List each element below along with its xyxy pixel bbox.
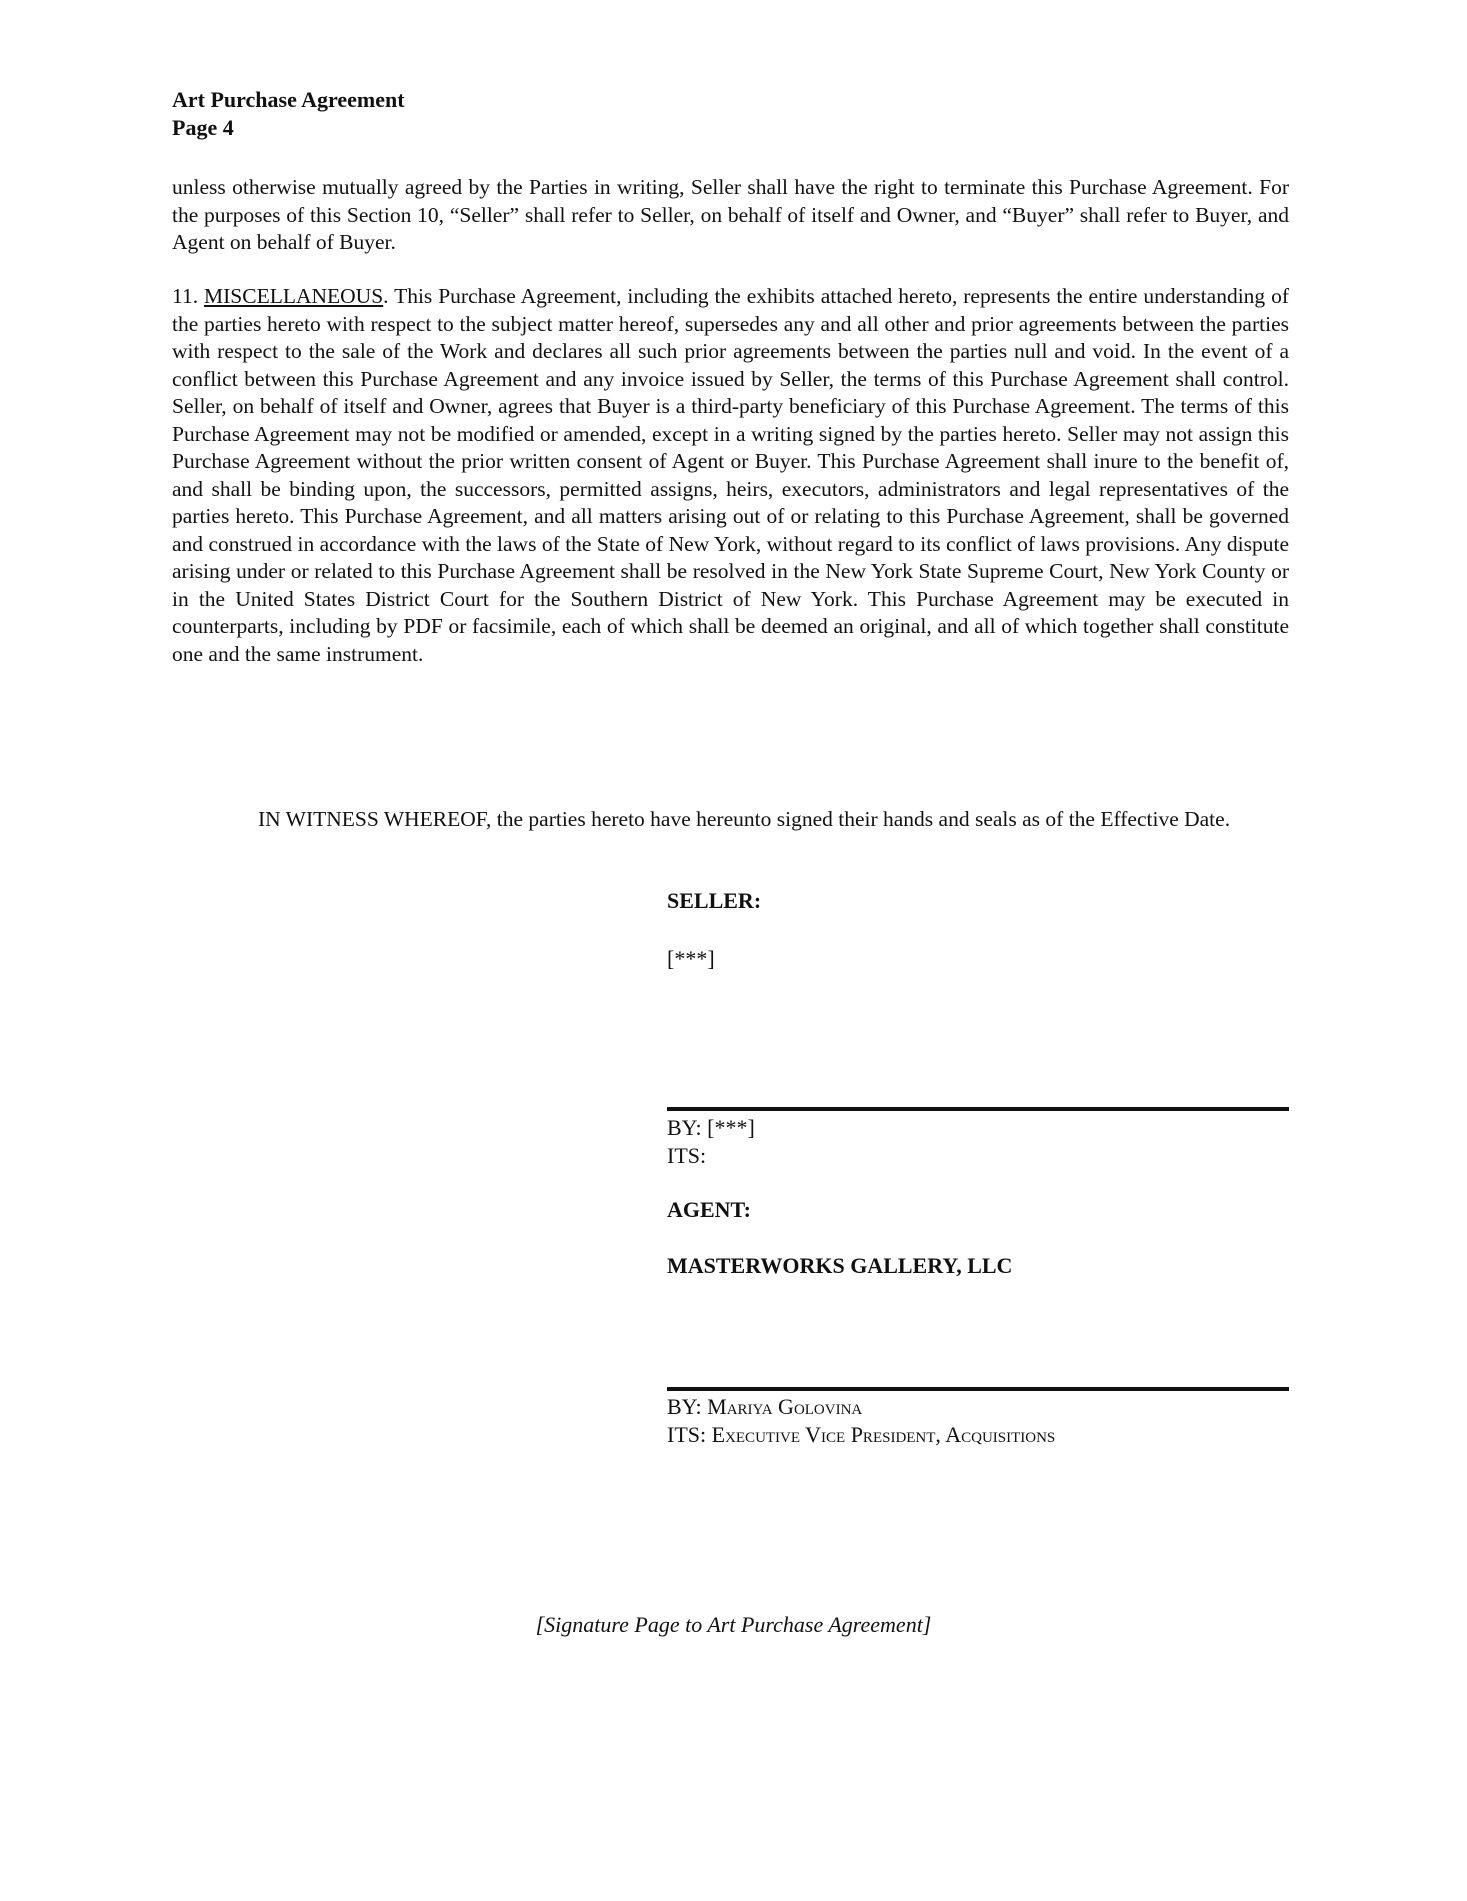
witness-clause: IN WITNESS WHEREOF, the parties hereto have hereunto signed their hands and seals as of the Effective Date.: [258, 807, 1231, 831]
section-11-heading: MISCELLANEOUS: [204, 284, 384, 308]
seller-signature-line: [667, 1107, 1289, 1111]
agent-name: MASTERWORKS GALLERY, LLC: [667, 1253, 1013, 1278]
page-number: Page 4: [172, 115, 234, 140]
section-11-heading-suffix: .: [383, 284, 389, 308]
agent-by-label: BY:: [667, 1394, 708, 1419]
agent-by-value: Mariya Golovina: [707, 1394, 863, 1419]
seller-label: SELLER:: [667, 888, 762, 913]
agent-its-value: Executive Vice President, Acquisitions: [711, 1422, 1056, 1447]
section-11-body: This Purchase Agreement, including the exhibits attached hereto, represents the entire understanding of the parties hereto with respect to the subject matter hereof, supersedes any and all other and prior agreements between the parties with respect to the sale of the Work and declares all such prior agreements between the parties null and void. In the event of a conflict between this Purchase Agreement and any invoice issued by Seller, the terms of this Purchase Agreement shall control. Seller, on behalf of itself and Owner, agrees that Buyer is a third-party beneficiary of this Purchase Agreement. The terms of this Purchase Agreement may not be modified or amended, except in a writing signed by the parties hereto. Seller may not assign this Purchase Agreement without the prior written consent of Agent or Buyer. This Purchase Agreement shall inure to the benefit of, and shall be binding upon, the successors, permitted assigns, heirs, executors, administrators and legal representatives of the parties hereto. This Purchase Agreement, and all matters arising out of or relating to this Purchase Agreement, shall be governed and construed in accordance with the laws of the State of New York, without regard to its conflict of laws provisions. Any dispute arising under or related to this Purchase Agreement shall be resolved in the New York State Supreme Court, New York County or in the United States District Court for the Southern District of New York. This Purchase Agreement may be executed in counterparts, including by PDF or facsimile, each of which shall be deemed an original, and all of which together shall constitute one and the same instrument.: [172, 284, 1290, 666]
signature-page-footer: [Signature Page to Art Purchase Agreement]: [535, 1612, 932, 1637]
page-header: [172, 86, 405, 142]
agent-its-line: [667, 1421, 1055, 1449]
section-11-number: 11.: [172, 284, 204, 308]
seller-by-value: [***]: [707, 1115, 755, 1140]
seller-its-line: ITS:: [667, 1143, 707, 1168]
seller-name: [***]: [667, 946, 715, 971]
agent-by-line: [667, 1393, 862, 1421]
section-11-miscellaneous: [172, 283, 1289, 668]
agent-signature-line: [667, 1387, 1289, 1391]
section-10-continuation: unless otherwise mutually agreed by the Parties in writing, Seller shall have the right to terminate this Purchase Agreement. For the purposes of this Section 10, “Seller” shall refer to Seller, on behalf of itself and Owner, and “Buyer” shall refer to Buyer, and Agent on behalf of Buyer.: [172, 175, 1289, 254]
seller-by-line: [667, 1114, 755, 1142]
agent-its-label: ITS:: [667, 1422, 712, 1447]
document-title: Art Purchase Agreement: [172, 87, 405, 112]
seller-by-label: BY:: [667, 1115, 708, 1140]
agent-label: AGENT:: [667, 1197, 751, 1222]
